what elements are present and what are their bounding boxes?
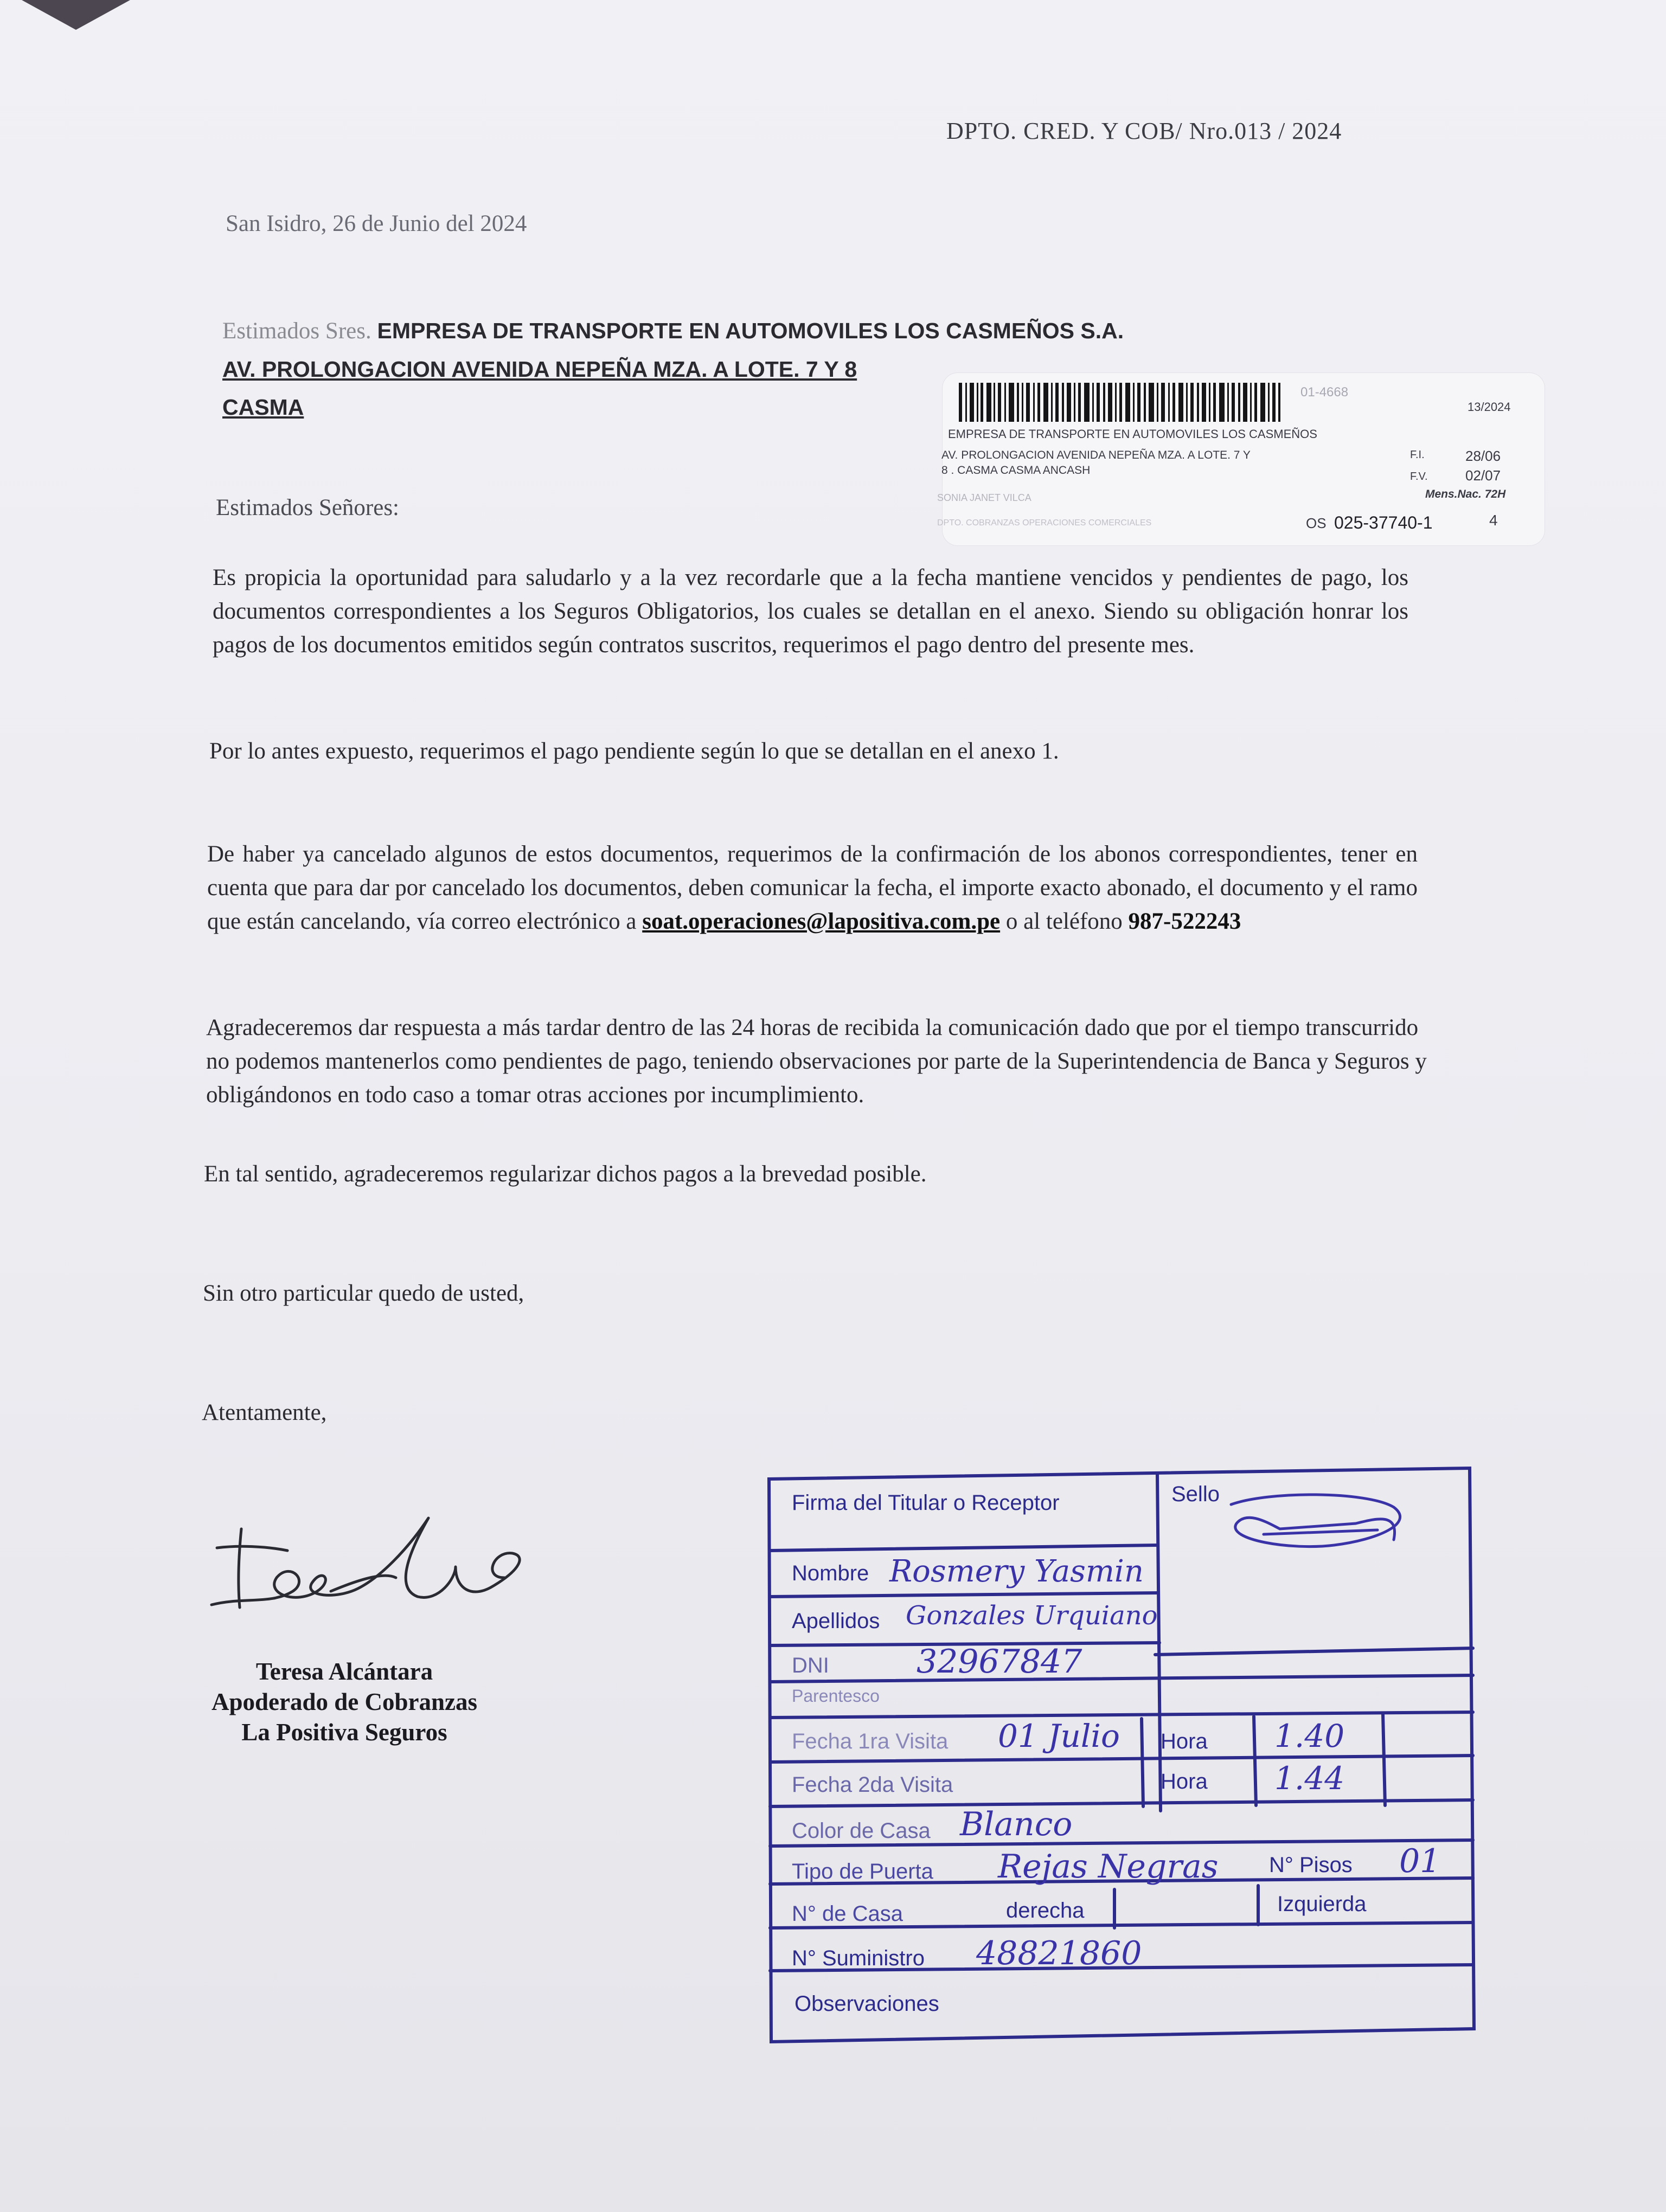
pisos-label: N° Pisos [1269,1853,1353,1877]
recipient-company: EMPRESA DE TRANSPORTE EN AUTOMOVILES LOS CASMEÑOS S.A. [377,318,1124,343]
recipient-address: AV. PROLONGACION AVENIDA NEPEÑA MZA. A LOTE. 7 Y 8 [222,357,857,382]
label-address-2: 8 . CASMA CASMA ANCASH [941,464,1091,477]
sello-scribble [1231,1495,1400,1547]
sello-label: Sello [1171,1482,1220,1506]
signer-name: Teresa Alcántara [255,1658,433,1685]
label-fv-value: 02/07 [1465,467,1501,484]
label-address-1: AV. PROLONGACION AVENIDA NEPEÑA MZA. A LOTE. 7 Y [941,449,1251,461]
label-os-label: OS [1306,515,1327,531]
recipient-line-1 [222,312,1124,350]
label-fi-value: 28/06 [1465,448,1501,464]
folded-corner [22,0,130,30]
visita1-value: 01 Julio [998,1718,1120,1754]
label-faint-2: DPTO. COBRANZAS OPERACIONES COMERCIALES [937,518,1152,528]
paragraph-3 [207,838,1418,938]
signer-role: Apoderado de Cobranzas [211,1688,478,1715]
closing-line: Sin otro particular quedo de usted, [203,1281,524,1306]
paragraph-2: Por lo antes expuesto, requerimos el pago pendiente según lo que se detallan en el anexo 1. [209,738,1059,764]
signer-block [193,1656,496,1747]
parentesco-label: Parentesco [792,1686,880,1706]
label-company: EMPRESA DE TRANSPORTE EN AUTOMOVILES LOS CASMEÑOS [948,427,1317,441]
dni-label: DNI [792,1654,829,1677]
greeting: Estimados Señores: [216,495,399,520]
suministro-value: 48821860 [976,1934,1142,1972]
hora1-label: Hora [1161,1729,1208,1753]
hora2-value: 1.44 [1274,1760,1345,1797]
numero-casa-label: N° de Casa [792,1902,903,1926]
suministro-label: N° Suministro [792,1946,925,1970]
apellidos-value: Gonzales Urquiano [906,1600,1158,1631]
label-os-suffix: 4 [1489,512,1498,529]
dni-value: 32967847 [917,1643,1082,1681]
phone-prefix: o al teléfono [1005,909,1123,934]
paragraph-3-text: De haber ya cancelado algunos de estos documentos, requerimos de la confirmación de los abonos correspondientes, tener en cuenta que para dar por cancelado los documentos, deben comunicar la fecha, el importe exacto abonado, el documento y el ramo que están cancelando, vía correo electrónico a [207,841,1418,934]
label-faint-code: 01-4668 [1300,385,1349,400]
visita1-label: Fecha 1ra Visita [792,1729,949,1753]
nombre-label: Nombre [792,1561,869,1585]
color-casa-value: Blanco [960,1805,1073,1843]
signer-company: La Positiva Seguros [241,1719,447,1746]
label-fv-label: F.V. [1410,471,1428,483]
hora2-label: Hora [1161,1770,1208,1793]
salutation-label: Estimados Sres. [222,318,371,344]
hora1-value: 1.40 [1274,1718,1345,1754]
izquierda-label: Izquierda [1277,1892,1367,1916]
signature [201,1496,548,1637]
date-line: San Isidro, 26 de Junio del 2024 [226,211,527,236]
paragraph-5: En tal sentido, agradeceremos regularizar dichos pagos a la brevedad posible. [204,1161,927,1187]
label-os-number: 025-37740-1 [1334,513,1433,532]
derecha-label: derecha [1006,1899,1085,1922]
label-date: 13/2024 [1468,400,1511,414]
nombre-value: Rosmery Yasmin [889,1554,1144,1589]
label-faint-1: SONIA JANET VILCA [937,492,1031,503]
label-service: Mens.Nac. 72H [1425,488,1506,500]
paragraph-1: Es propicia la oportunidad para saludarlo y a la vez recordarle que a la fecha mantiene vencidos y pendientes de pago, los documentos correspondientes a los Seguros Obligatorios, los cuales se detallan en el anexo. Siendo su obligación honrar los pagos de los documentos emitidos según contratos suscritos, requerimos el pago dentro del presente mes. [213,565,1408,658]
firma-label: Firma del Titular o Receptor [792,1491,1060,1515]
paragraph-4: Agradeceremos dar respuesta a más tardar dentro de las 24 horas de recibida la comunicación dado que por el tiempo transcurrido no podemos mantenerlos como pendientes de pago, teniendo observaciones por parte de la Superintendencia de Banca y Seguros y obligándonos en todo caso a tomar otras acciones por incumplimiento. [206,1015,1427,1108]
tipo-puerta-value: Rejas Negras [998,1848,1219,1886]
observaciones-label: Observaciones [794,1992,939,2016]
visita2-label: Fecha 2da Visita [792,1773,953,1797]
tipo-puerta-label: Tipo de Puerta [792,1860,933,1883]
pisos-value: 01 [1399,1842,1441,1880]
courier-label [937,373,1545,545]
barcode [959,383,1280,422]
label-fi-label: F.I. [1410,449,1425,461]
contact-phone: 987-522243 [1128,909,1241,934]
reference-number: DPTO. CRED. Y COB/ Nro.013 / 2024 [946,118,1342,144]
color-casa-label: Color de Casa [792,1819,931,1843]
recipient-city: CASMA [222,395,304,420]
delivery-stamp [759,1458,1518,2055]
regards-line: Atentamente, [202,1400,327,1425]
apellidos-label: Apellidos [792,1609,880,1633]
contact-email: soat.operaciones@lapositiva.com.pe [642,909,1001,934]
